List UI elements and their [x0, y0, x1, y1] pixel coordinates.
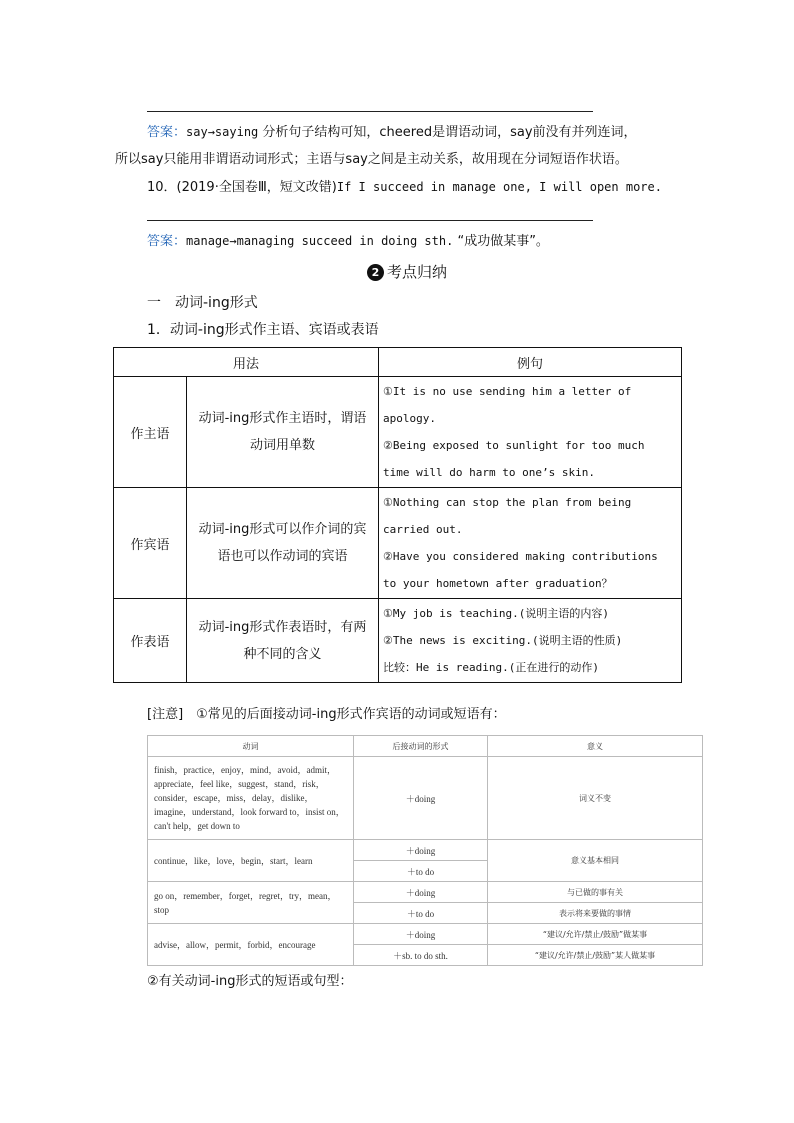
meaning-cell: “建议/允许/禁止/鼓励”某人做某事 [488, 945, 703, 966]
example-cell: ①My job is teaching.(说明主语的内容) ②The news is exciting.(说明主语的性质) 比较：He is reading.(正在进行的动作) [379, 599, 682, 683]
header-form: 后接动词的形式 [354, 736, 488, 757]
table-header-row [148, 736, 703, 757]
role-cell: 作宾语 [114, 488, 187, 599]
q10-question: 10．(2019·全国卷Ⅲ，短文改错)If I succeed in manage one, I will open more. [147, 180, 662, 195]
verbs-cell: go on，remember，forget，regret，try，mean，stop [148, 882, 354, 924]
note-phrases: ②有关动词-ing形式的短语或句型： [147, 974, 353, 989]
form-cell: ＋doing [354, 840, 488, 861]
meaning-cell: 意义基本相同 [488, 840, 703, 882]
table-row [148, 840, 703, 861]
role-cell: 作主语 [114, 377, 187, 488]
table-header-row [114, 348, 682, 377]
note-common-verbs: [注意] ①常见的后面接动词-ing形式作宾语的动词或短语有： [147, 707, 506, 722]
meaning-cell: “建议/允许/禁止/鼓励”做某事 [488, 924, 703, 945]
table-row [114, 599, 682, 683]
header-verb: 动词 [148, 736, 354, 757]
form-cell: ＋to do [354, 903, 488, 924]
table-row [114, 377, 682, 488]
verb-form-table [147, 735, 703, 966]
usage-cell: 动词-ing形式作表语时，有两种不同的含义 [187, 599, 379, 683]
form-cell: ＋doing [354, 924, 488, 945]
table-row [148, 924, 703, 945]
table-row [148, 757, 703, 840]
section-header: 2 考点归纳 [367, 259, 447, 285]
usage-cell: 动词-ing形式作主语时，谓语动词用单数 [187, 377, 379, 488]
meaning-cell: 词义不变 [488, 757, 703, 840]
heading-ing-form: 一 动词-ing形式 [147, 295, 258, 311]
usage-cell: 动词-ing形式可以作介词的宾语也可以作动词的宾语 [187, 488, 379, 599]
form-cell: ＋sb. to do sth. [354, 945, 488, 966]
header-example: 例句 [379, 348, 682, 377]
q9-answer-line2: 所以say只能用非谓语动词形式；主语与say之间是主动关系，故用现在分词短语作状语。 [115, 152, 628, 167]
table-row [148, 882, 703, 903]
q10-answer: 答案：manage→managing succeed in doing sth. “成功做某事”。 [147, 234, 549, 249]
verbs-cell: finish，practice，enjoy，mind，avoid，admit，appreciate，feel like，suggest，stand，risk，consider，escape，miss，delay，dislike，imagine，understand，look forward to，insist on，can't help，get down to [148, 757, 354, 840]
form-cell: ＋to do [354, 861, 488, 882]
meaning-cell: 与已做的事有关 [488, 882, 703, 903]
table-row [114, 488, 682, 599]
meaning-cell: 表示将来要做的事情 [488, 903, 703, 924]
section-number-icon: 2 [367, 264, 384, 281]
form-cell: ＋doing [354, 757, 488, 840]
verbs-cell: continue，like，love，begin，start，learn [148, 840, 354, 882]
example-cell: ①Nothing can stop the plan from being carried out. ②Have you considered making contributions to your hometown after graduation？ [379, 488, 682, 599]
form-cell: ＋doing [354, 882, 488, 903]
verbs-cell: advise，allow，permit，forbid，encourage [148, 924, 354, 966]
header-meaning: 意义 [488, 736, 703, 757]
usage-table [113, 347, 682, 683]
header-usage: 用法 [114, 348, 379, 377]
q9-answer: 答案：say→saying 分析句子结构可知，cheered是谓语动词，say前没有并列连词， [147, 125, 637, 140]
answer-blank-line-9 [147, 111, 593, 112]
example-cell: ①It is no use sending him a letter of apology. ②Being exposed to sunlight for too much time will do harm to one’s skin. [379, 377, 682, 488]
role-cell: 作表语 [114, 599, 187, 683]
answer-blank-line-10 [147, 220, 593, 221]
heading-subject-object: 1．动词-ing形式作主语、宾语或表语 [147, 322, 379, 338]
